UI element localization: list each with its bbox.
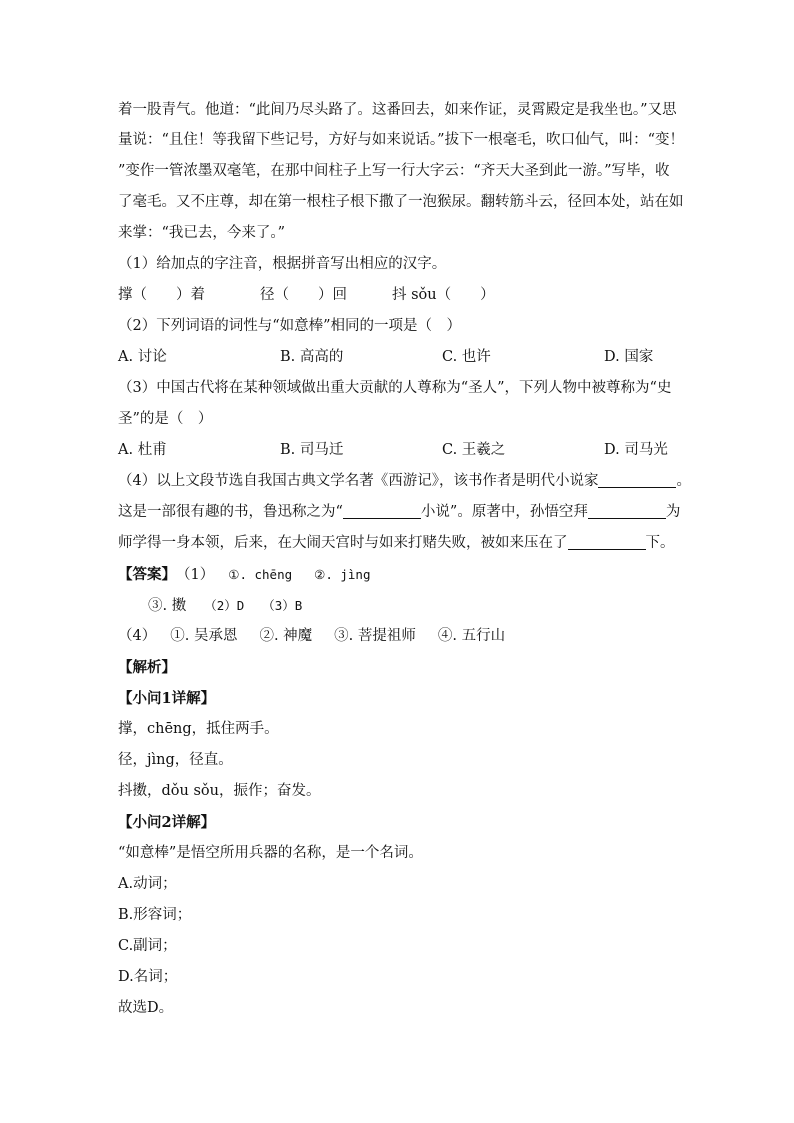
question-4-line: （4）以上文段节选自我国古典文学名著《西游记》，该书作者是明代小说家 。	[118, 473, 691, 489]
q3-option-a: A. 杜甫	[118, 442, 167, 458]
analysis-line: “如意棒”是悟空所用兵器的名称，是一个名词。	[118, 845, 423, 861]
passage-line: ”变作一管浓墨双毫笔，在那中间柱子上写一行大字云：“齐天大圣到此一游。”写毕，收	[118, 163, 670, 179]
q1-item: 抖 sǒu（ ）	[392, 287, 495, 303]
q2-option-b: B. 高高的	[280, 349, 344, 365]
answer-row: （4） ①. 吴承恩 ②. 神魔 ③. 菩提祖师 ④. 五行山	[118, 628, 506, 644]
fill-blank	[343, 504, 421, 519]
fill-blank	[598, 473, 676, 488]
fill-blank	[568, 535, 646, 550]
question-3-options	[118, 435, 678, 466]
question-2-options	[118, 342, 678, 373]
question-1-items	[118, 280, 678, 311]
answer-row: ③. 擞 （2）D （3）B	[148, 598, 303, 614]
fill-blank	[588, 504, 666, 519]
analysis-line: B.形容词；	[118, 907, 192, 923]
analysis-line: 故选D。	[118, 1000, 174, 1016]
question-3-prompt: （3）中国古代将在某种领域做出重大贡献的人尊称为“圣人”，下列人物中被尊称为“史	[118, 380, 672, 396]
passage-line: 了毫毛。又不庄尊，却在第一根柱子根下撒了一泡猴尿。翻转筋斗云，径回本处，站在如	[118, 194, 684, 210]
q1-item: 径（ ）回	[260, 287, 347, 303]
question-4-line: 这是一部很有趣的书，鲁迅称之为“ 小说”。原著中，孙悟空拜 为	[118, 504, 681, 520]
analysis-line: 撑，chēng，抵住两手。	[118, 721, 279, 737]
passage-line: 着一股青气。他道：“此间乃尽头路了。这番回去，如来作证，灵霄殿定是我坐也。”又思	[118, 102, 677, 118]
analysis-line: 径，jìng，径直。	[118, 752, 233, 768]
analysis-line: A.动词；	[118, 876, 177, 892]
q2-option-c: C. 也许	[442, 349, 491, 365]
q3-option-d: D. 司马光	[604, 442, 668, 458]
analysis-line: 抖擞，dǒu sǒu，振作；奋发。	[118, 783, 321, 799]
subsection-title: 【小问2详解】	[118, 814, 216, 831]
question-2-prompt: （2）下列词语的词性与“如意棒”相同的一项是（ ）	[118, 318, 462, 334]
question-4-line: 师学得一身本领，后来，在大闹天宫时与如来打赌失败，被如来压在了 下。	[118, 535, 675, 551]
question-1-prompt: （1）给加点的字注音，根据拼音写出相应的汉字。	[118, 256, 447, 272]
passage-line: 来掌：“我已去，今来了。”	[118, 225, 286, 241]
analysis-line: C.副词；	[118, 938, 177, 954]
analysis-line: D.名词；	[118, 969, 178, 985]
q3-option-c: C. 王羲之	[442, 442, 506, 458]
q1-item: 撑（ ）着	[118, 287, 205, 303]
q3-option-b: B. 司马迁	[280, 442, 344, 458]
passage-line: 量说：“且住！等我留下些记号，方好与如来说话。”拔下一根毫毛，吹口仙气，叫：“变！	[118, 132, 684, 148]
q2-option-a: A. 讨论	[118, 349, 167, 365]
analysis-label: 【解析】	[118, 659, 176, 676]
document-body	[118, 96, 691, 1024]
q2-option-d: D. 国家	[604, 349, 654, 365]
subsection-title: 【小问1详解】	[118, 690, 216, 707]
answer-label: 【答案】	[118, 566, 176, 583]
answer-row: 【答案】（1） ①. chēng ②. jìng	[118, 559, 678, 590]
question-3-prompt-cont: 圣”的是（ ）	[118, 411, 213, 427]
